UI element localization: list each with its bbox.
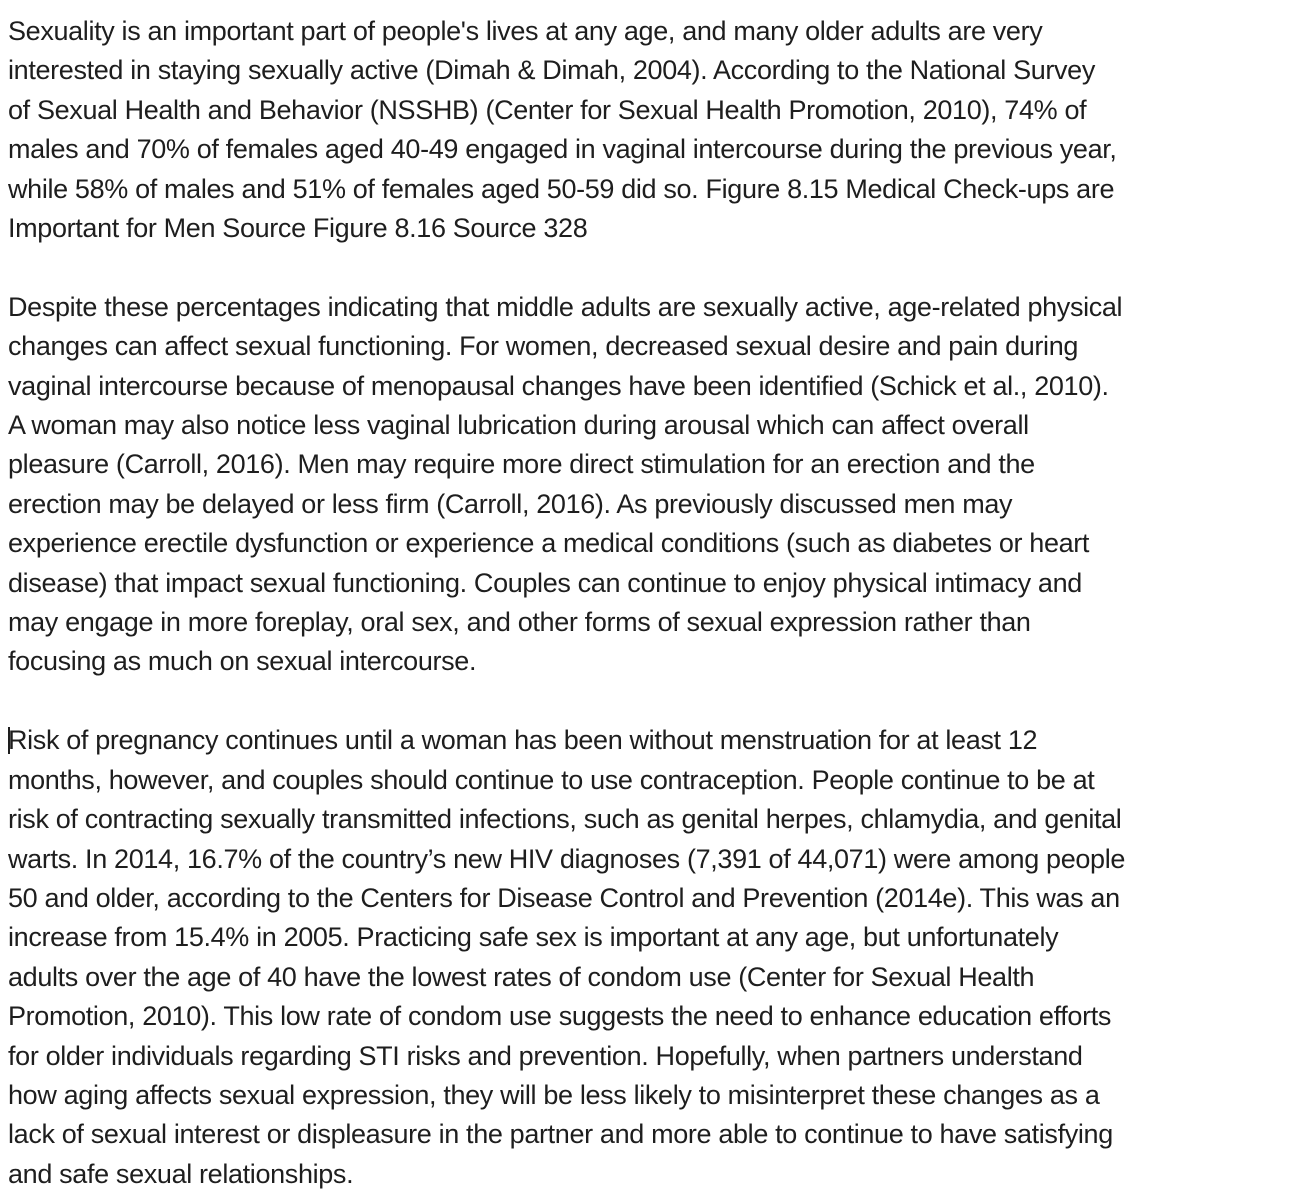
text-line: may engage in more foreplay, oral sex, and other forms of sexual expression rather than xyxy=(8,607,1031,638)
text-line: adults over the age of 40 have the lowest rates of condom use (Center for Sexual Health xyxy=(8,961,1035,992)
text-line: of Sexual Health and Behavior (NSSHB) (Center for Sexual Health Promotion, 2010), 74% of xyxy=(8,94,1087,125)
text-line-with-cursor xyxy=(8,721,1307,760)
text-line: for older individuals regarding STI risks and prevention. Hopefully, when partners understand xyxy=(8,1040,1083,1071)
text-line: lack of sexual interest or displeasure in the partner and more able to continue to have satisfying xyxy=(8,1119,1113,1150)
text-line: Despite these percentages indicating that middle adults are sexually active, age-related physical xyxy=(8,291,1123,322)
text-line: Important for Men Source Figure 8.16 Source 328 xyxy=(8,213,588,244)
paragraph-physical-changes xyxy=(8,288,1307,682)
paragraph-sexuality-intro xyxy=(8,12,1307,248)
text-line: erection may be delayed or less firm (Carroll, 2016). As previously discussed men may xyxy=(8,488,1013,519)
paragraph-pregnancy-risk xyxy=(8,721,1307,1194)
text-line: 50 and older, according to the Centers for Disease Control and Prevention (2014e). This was an xyxy=(8,882,1120,913)
text-line: increase from 15.4% in 2005. Practicing safe sex is important at any age, but unfortunately xyxy=(8,922,1059,953)
text-line: experience erectile dysfunction or experience a medical conditions (such as diabetes or heart xyxy=(8,528,1090,559)
text-line: Risk of pregnancy continues until a woman has been without menstruation for at least 12 xyxy=(8,725,1038,756)
text-line: risk of contracting sexually transmitted infections, such as genital herpes, chlamydia, and genital xyxy=(8,804,1122,835)
text-line: focusing as much on sexual intercourse. xyxy=(8,646,477,677)
text-line: warts. In 2014, 16.7% of the country’s new HIV diagnoses (7,391 of 44,071) were among people xyxy=(8,843,1126,874)
paragraph-spacer xyxy=(8,682,1307,721)
text-line: while 58% of males and 51% of females aged 50-59 did so. Figure 8.15 Medical Check-ups are xyxy=(8,173,1115,204)
text-line: interested in staying sexually active (Dimah & Dimah, 2004). According to the National Survey xyxy=(8,55,1096,86)
text-line: and safe sexual relationships. xyxy=(8,1158,354,1189)
text-line: changes can affect sexual functioning. For women, decreased sexual desire and pain during xyxy=(8,331,1079,362)
text-line: how aging affects sexual expression, they will be less likely to misinterpret these changes as a xyxy=(8,1079,1100,1110)
text-line: A woman may also notice less vaginal lubrication during arousal which can affect overall xyxy=(8,410,1029,441)
text-line: disease) that impact sexual functioning. Couples can continue to enjoy physical intimacy and xyxy=(8,567,1082,598)
text-line: pleasure (Carroll, 2016). Men may require more direct stimulation for an erection and the xyxy=(8,449,1035,480)
text-line: males and 70% of females aged 40-49 engaged in vaginal intercourse during the previous year, xyxy=(8,134,1117,165)
text-line: vaginal intercourse because of menopausal changes have been identified (Schick et al., 2010). xyxy=(8,370,1109,401)
text-line: months, however, and couples should continue to use contraception. People continue to be at xyxy=(8,764,1095,795)
text-line: Sexuality is an important part of people's lives at any age, and many older adults are very xyxy=(8,16,1043,46)
paragraph-spacer xyxy=(8,248,1307,287)
text-line: Promotion, 2010). This low rate of condom use suggests the need to enhance education efforts xyxy=(8,1001,1112,1032)
